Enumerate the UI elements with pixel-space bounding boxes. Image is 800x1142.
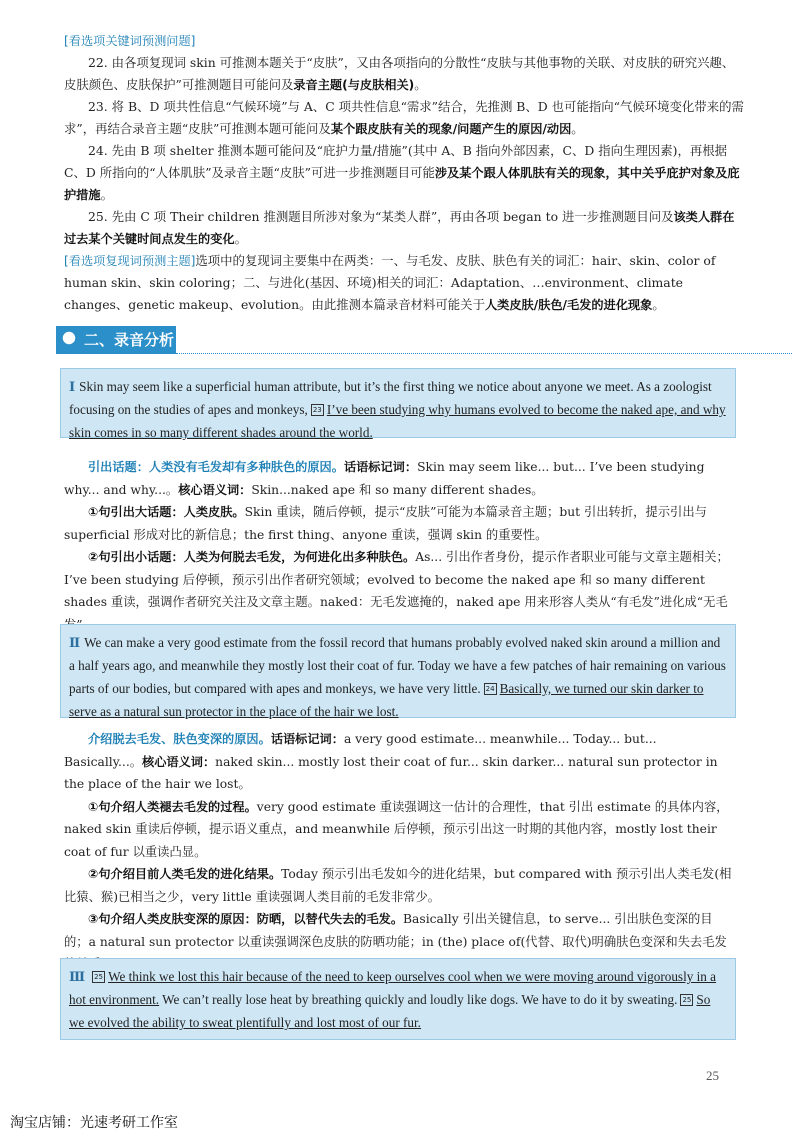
q23-analysis: 23. 将 B、D 项共性信息“气候环境”与 A、C 项共性信息“需求”结合，先推测 B、D 也可能指向“气候环境变化带来的需求”，再结合录音主题“皮肤”可推测本题可能问及某个跟皮肤有关的现象/问题产生的原因/动因。 — [64, 99, 744, 136]
prediction-section — [64, 30, 744, 316]
lightbulb-icon — [58, 328, 80, 352]
shop-footer: 淘宝店铺：光速考研工作室 — [10, 1115, 178, 1131]
q22-analysis: 22. 由各项复现词 skin 可推测本题关于“皮肤”，又由各项指向的分散性“皮肤与其他事物的关联、对皮肤的研究兴趣、皮肤颜色、皮肤保护”可推测题目可能问及录音主题(与皮肤相关)。 — [64, 55, 735, 92]
transcript-box-2: Ⅱ We can make a very good estimate from the fossil record that humans probably evolved naked skin around a million and a half years ago, and meanwhile they mostly lost their coat of fur. Today we have a few patches of hair remaining on various parts of our bodies, but compared with apes and monkeys, we have very little. 24 Basically, we turned our skin darker to serve as a natural sun protector in the place of the hair we lost. — [60, 624, 736, 718]
transcript-box-1: Ⅰ Skin may seem like a superficial human attribute, but it’s the first thing we notice about anyone we meet. As a zoologist focusing on the studies of apes and monkeys, 23 I’ve been studying why humans evolved to become the naked ape, and why skin comes in so many different shades around the world. — [60, 368, 736, 438]
paragraph-numeral: Ⅱ — [69, 635, 81, 650]
q25-analysis: 25. 先由 C 项 Their children 推测题目所涉对象为“某类人群”，再由各项 began to 进一步推测题目问及该类人群在过去某个关键时间点发生的变化。 — [64, 209, 735, 246]
header-divider — [176, 353, 792, 355]
question-marker: 25 — [680, 994, 693, 1006]
tag-keyword-prediction: [看选项关键词预测问题] — [64, 34, 196, 48]
analysis-heading: 引出话题：人类没有毛发却有多种肤色的原因。 — [88, 460, 344, 474]
section-header — [56, 326, 736, 356]
theme-prediction: [看选项复现词预测主题]选项中的复现词主要集中在两类：一、与毛发、皮肤、肤色有关的词汇：hair、skin、color of human skin、skin coloring；二、与进化(基因、环境)相关的词汇：Adaptation、…environment、climate changes、genetic makeup、evolution。由此推测本篇录音材料可能关于人类皮肤/肤色/毛发的进化现象。 — [64, 253, 716, 312]
key-sentence: Basically, we turned our skin darker to serve as a natural sun protector in the place of the hair we lost. — [69, 681, 704, 719]
analysis-heading: 介绍脱去毛发、肤色变深的原因。 — [88, 732, 271, 746]
q24-analysis: 24. 先由 B 项 shelter 推测本题可能问及“庇护力量/措施”(其中 A、B 指向外部因素，C、D 指向生理因素)，再根据 C、D 所指向的“人体肌肤”及录音主题“皮肤”可进一步推测题目可能涉及某个跟人体肌肤有关的现象，其中关乎庇护对象及庇护措施。 — [64, 143, 740, 202]
analysis-2: 介绍脱去毛发、肤色变深的原因。话语标记词：a very good estimate... meanwhile... Today... but... Basically...。核心语义词：naked skin... mostly lost their coat of fur... skin darker... natural sun protector in the place of the hair we lost。 ①句介绍人类褪去毛发的过程。very good estimate 重读强调这一估计的合理性，that 引出 estimate 的具体内容，naked skin 重读后停顿，提示语义重点，and meanwhile 后停顿，预示引出这一时期的其他内容，mostly lost their coat of fur 以重读凸显。 ②句介绍目前人类毛发的进化结果。Today 预示引出毛发如今的进化结果，but compared with 预示引出人类毛发(相比猿、猴)已相当之少，very little 重读强调人类目前的毛发非常少。 ③句介绍人类皮肤变深的原因：防晒，以替代失去的毛发。Basically 引出关键信息，to serve... 引出肤色变深的目的；a natural sun protector 以重读强调深色皮肤的防晒功能；in (the) place of(代替、取代)明确肤色变深和失去毛发 — [64, 732, 732, 949]
question-marker: 24 — [484, 683, 497, 695]
question-marker: 23 — [311, 404, 324, 416]
analysis-1: 引出话题：人类没有毛发却有多种肤色的原因。话语标记词：Skin may seem like... but... I’ve been studying why... and why...。核心语义词：Skin...naked ape 和 so many different shades。 ①句引出大话题：人类皮肤。Skin 重读，随后停顿，提示“皮肤”可能为本篇录音主题；but 引出转折，提示引出与 superficial 形成对比的新信息；the first thing、anyone 重读，强调 skin 的重要性。 ②句引出小话题：人类为何脱去毛发，为何进化出多种肤色。As... 引出作者身份，提示作者职业可能与文章主题相关；I’ve been studying 后停顿，预示引出作者研究领域；evolved to become the naked ape 和 so many different shades 重读，强调作者研究关注及文章主题。naked：无毛发遮掩的，naked ape 用来形容人类从“有毛发”进化成“无毛 — [64, 460, 729, 609]
section-title: 二、录音分析 — [56, 326, 176, 354]
question-marker: 25 — [92, 971, 105, 983]
paragraph-numeral: Ⅲ — [69, 969, 86, 984]
key-sentence: So we evolved the ability to sweat plentifully and lost most of our fur. — [69, 992, 711, 1030]
key-sentence: We think we lost this hair because of the need to keep ourselves cool when we were moving around vigorously in a hot environment. — [69, 969, 717, 1007]
paragraph-numeral: Ⅰ — [69, 379, 76, 394]
tag-theme-prediction: [看选项复现词预测主题] — [64, 254, 196, 268]
transcript-box-3: Ⅲ 25 We think we lost this hair because of the need to keep ourselves cool when we were moving around vigorously in a hot environment. We can’t really lose heat by breathing quickly and loudly like dogs. We have to do it by sweating. 25 So we evolved the ability to sweat plentifully and lost most of our fur. — [60, 958, 736, 1040]
page-number: 25 — [706, 1068, 719, 1083]
key-sentence: I’ve been studying why humans evolved to become the naked ape, and why skin comes in so many different shades around the world. — [69, 402, 726, 440]
